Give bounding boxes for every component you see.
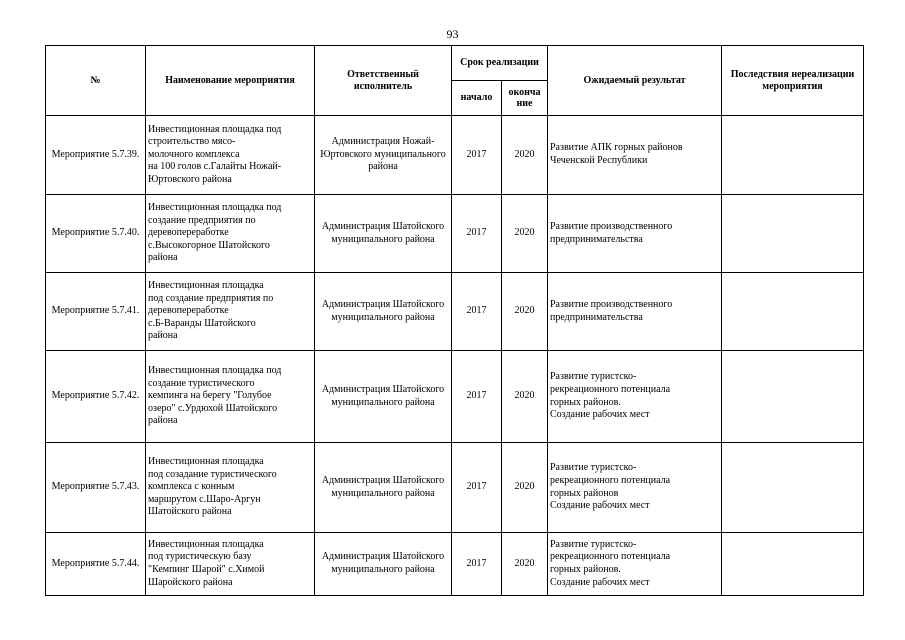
start-year-cell: 2017: [452, 443, 502, 533]
event-name-cell-line: строительство мясо-: [148, 136, 236, 148]
expected-result-cell-line: Создание рабочих мест: [550, 500, 650, 512]
start-year-cell: 2017: [452, 195, 502, 273]
start-year-cell: 2017: [452, 116, 502, 195]
start-year-cell: 2017: [452, 273, 502, 351]
event-name-cell-line: Инвестиционная площадка: [148, 456, 264, 468]
event-name-cell-line: Шаройского района: [148, 576, 233, 588]
expected-result-cell-line: Чеченской Республики: [550, 155, 648, 166]
page-number: 93: [446, 27, 459, 41]
expected-result-cell-line: предпринимательства: [550, 311, 643, 323]
end-year-cell: 2020: [502, 116, 548, 195]
table-header: [46, 46, 864, 116]
event-name-cell-line: деревопереработке: [148, 227, 229, 239]
consequences-cell: [722, 273, 864, 351]
expected-result-cell-line: Создание рабочих мест: [550, 576, 650, 588]
header-end: оконча ние: [502, 81, 548, 116]
event-name-cell-line: Инвестиционная площадка под: [148, 202, 282, 214]
end-year-cell: 2020: [502, 351, 548, 443]
expected-result-cell-line: Создание рабочих мест: [550, 409, 650, 421]
event-name-cell-line: Инвестиционная площадка: [148, 280, 264, 292]
consequences-cell: [722, 443, 864, 533]
event-name-cell: [146, 116, 315, 195]
event-name-cell-line: района: [148, 252, 178, 264]
event-name-cell: [146, 533, 315, 596]
event-name-cell-line: под созадание туристического: [148, 468, 277, 480]
event-name-cell-line: района: [148, 415, 178, 427]
header-consequences: Последствия нереализации мероприятия: [722, 46, 864, 116]
expected-result-cell: [548, 116, 722, 195]
executor-cell: Администрация Ножай-Юртовского муниципального района: [315, 116, 452, 195]
executor-cell: Администрация Шатойского муниципального района: [315, 351, 452, 443]
event-name-cell-line: создание предприятия по: [148, 214, 256, 226]
header-event-name: Наименование мероприятия: [146, 46, 315, 116]
expected-result-cell-line: горных районов: [550, 487, 619, 499]
event-name-cell: [146, 273, 315, 351]
expected-result-cell-line: горных районов.: [550, 564, 621, 575]
event-name-cell-line: Шатойского района: [148, 506, 232, 518]
event-name-cell-line: с.Б-Варанды Шатойского: [148, 317, 256, 329]
executor-cell: Администрация Шатойского муниципального района: [315, 443, 452, 533]
expected-result-cell-line: Развитие АПК горных районов: [550, 142, 683, 154]
table-row: [46, 195, 864, 273]
expected-result-cell-line: горных районов.: [550, 396, 621, 408]
executor-cell: Администрация Шатойского муниципального района: [315, 273, 452, 351]
event-number-cell: Мероприятие 5.7.44.: [46, 533, 146, 596]
event-name-cell-line: с.Высокогорное Шатойского: [148, 239, 270, 251]
end-year-cell: 2020: [502, 195, 548, 273]
event-name-cell-line: района: [148, 330, 178, 342]
event-name-cell-line: деревопереработке: [148, 305, 229, 317]
expected-result-cell-line: Развитие производственного: [550, 220, 673, 232]
executor-cell: Администрация Шатойского муниципального района: [315, 533, 452, 596]
event-name-cell-line: Инвестиционная площадка под: [148, 123, 282, 135]
events-table: [45, 45, 864, 596]
expected-result-cell-line: рекреационного потенциала: [550, 383, 671, 395]
header-number: №: [46, 46, 146, 116]
start-year-cell: 2017: [452, 533, 502, 596]
expected-result-cell-line: рекреационного потенциала: [550, 551, 671, 563]
event-name-cell: [146, 351, 315, 443]
consequences-cell: [722, 351, 864, 443]
event-name-cell: [146, 443, 315, 533]
event-name-cell-line: создание туристического: [148, 377, 255, 389]
consequences-cell: [722, 533, 864, 596]
event-name-cell-line: маршрутом с.Шаро-Аргун: [148, 493, 261, 505]
start-year-cell: 2017: [452, 351, 502, 443]
end-year-cell: 2020: [502, 533, 548, 596]
event-name-cell-line: под туристическую базу: [148, 551, 252, 563]
table-row: [46, 116, 864, 195]
event-number-cell: Мероприятие 5.7.39.: [46, 116, 146, 195]
event-name-cell-line: кемпинга на берегу "Голубое: [148, 390, 272, 402]
event-name-cell-line: Инвестиционная площадка под: [148, 365, 282, 377]
expected-result-cell-line: Развитие туристско-: [550, 538, 637, 550]
header-term: Срок реализации: [452, 46, 548, 81]
table-row: [46, 443, 864, 533]
consequences-cell: [722, 116, 864, 195]
event-name-cell: [146, 195, 315, 273]
event-number-cell: Мероприятие 5.7.43.: [46, 443, 146, 533]
header-expected-result: Ожидаемый результат: [548, 46, 722, 116]
expected-result-cell: [548, 195, 722, 273]
expected-result-cell-line: Развитие туристско-: [550, 462, 637, 474]
expected-result-cell: [548, 443, 722, 533]
end-year-cell: 2020: [502, 443, 548, 533]
event-name-cell-line: комплекса с конным: [148, 481, 235, 493]
header-executor: Ответственный исполнитель: [315, 46, 452, 116]
table-row: [46, 533, 864, 596]
event-name-cell-line: Инвестиционная площадка: [148, 538, 264, 550]
consequences-cell: [722, 195, 864, 273]
end-year-cell: 2020: [502, 273, 548, 351]
expected-result-cell-line: рекреационного потенциала: [550, 474, 671, 486]
table-row: [46, 351, 864, 443]
expected-result-cell: [548, 533, 722, 596]
expected-result-cell: [548, 273, 722, 351]
event-number-cell: Мероприятие 5.7.40.: [46, 195, 146, 273]
event-number-cell: Мероприятие 5.7.41.: [46, 273, 146, 351]
event-name-cell-line: на 100 голов с.Галайты Ножай-: [148, 161, 282, 173]
header-start: начало: [452, 81, 502, 116]
event-number-cell: Мероприятие 5.7.42.: [46, 351, 146, 443]
event-name-cell-line: под создание предприятия по: [148, 292, 274, 304]
event-name-cell-line: Юртовского района: [148, 173, 232, 185]
expected-result-cell-line: предпринимательства: [550, 233, 643, 245]
table-row: [46, 273, 864, 351]
expected-result-cell-line: Развитие производственного: [550, 298, 673, 310]
event-name-cell-line: озеро" с.Урдюхой Шатойского: [148, 402, 278, 414]
expected-result-cell: [548, 351, 722, 443]
expected-result-cell-line: Развитие туристско-: [550, 371, 637, 383]
event-name-cell-line: "Кемпинг Шарой" с.Химой: [148, 564, 265, 575]
table-body: [46, 116, 864, 596]
executor-cell: Администрация Шатойского муниципального района: [315, 195, 452, 273]
event-name-cell-line: молочного комплекса: [148, 148, 240, 160]
